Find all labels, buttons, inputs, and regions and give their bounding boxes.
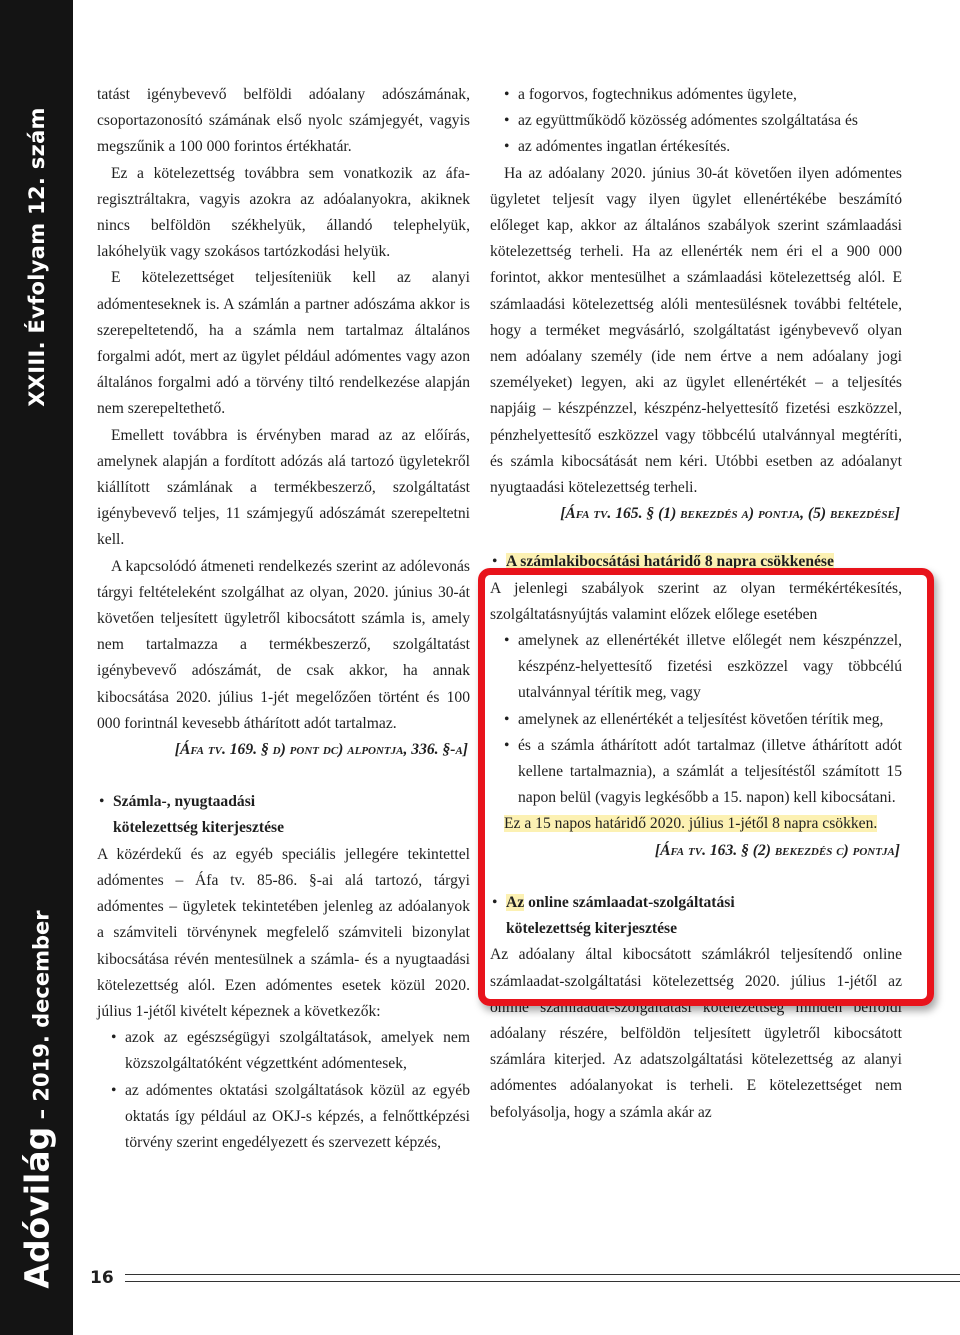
highlighted-paragraph: Ez a 15 napos határidő 2020. július 1-jétől 8 napra csökken. — [504, 815, 878, 833]
list-item: • amelynek az ellenértékét a teljesítést követően térítik meg, — [490, 707, 902, 733]
paragraph: A közérdekű és az egyéb speciális jellegére tekintettel adómentes – Áfa tv. 85-86. §-ai alá tartozó, tárgyi adómentes – ügyletek tekintetében jelenleg az adóalanyok a számviteli törvénynek megfelelő számviteli bizonylat kibocsátása révén mentesülnek a számla- és a nyugtaadási kötelezettség alól. Ezen adómentes esetek közül 2020. július 1-jétől kivételt képeznek a következők: — [97, 845, 470, 1020]
list-item: • amelynek az ellenértékét illetve előlegét nem készpénzzel, készpénz-helyettesítő fizetési eszközzel vagy többcélú utalvánnyal térítik meg, vagy — [490, 628, 902, 707]
bullet-list — [97, 1025, 470, 1156]
brand-date-label — [18, 910, 57, 1288]
highlight-frame — [478, 568, 934, 1006]
brand-name: Adóvilág — [17, 1126, 57, 1289]
footer-rule — [125, 1274, 960, 1275]
list-item: • és a számla áthárított adót tartalmaz (illetve áthárított adót kellene tartalmaznia), a számlát a teljesítéstől számított 15 napon belül (vagyis legkésőbb a 15. napon) kell kibocsátani. — [490, 733, 902, 812]
legal-citation: [Áfa tv. 163. § (2) bekezdés c) pontja] — [654, 841, 900, 859]
highlighted-heading: • A számlakibocsátási határidő 8 napra csökkenése — [490, 549, 902, 575]
paragraph: A jelenlegi szabályok szerint az olyan termékértékesítés, szolgáltatásnyújtás valamint előzek előlege esetében — [490, 579, 902, 623]
list-item: • az együttműködő közösség adómentes szolgáltatása és — [490, 108, 902, 134]
section-heading: • Az online számlaadat-szolgáltatási kötelezettség kiterjesztése — [490, 890, 902, 942]
legal-citation: [Áfa tv. 169. § d) pont dc) alpontja, 336. §-a] — [174, 741, 468, 759]
issue-label: XXIII. Évfolyam 12. szám — [25, 107, 49, 407]
paragraph: E kötelezettséget teljesíteniük kell az alanyi adómenteseknek is. A számlán a partner adószáma akkor is szerepeltetendő, ha a számla nem tartalmaz általános forgalmi adót, mert az ügylet például adómentes vagy azon általános forgalmi adó a törvény tiltó rendelkezése alapján nem szerepeltethető. — [97, 269, 470, 418]
issue-date: – 2019. december — [29, 910, 54, 1127]
section-heading: • Számla-, nyugtaadási kötelezettség kiterjesztése — [97, 789, 470, 841]
paragraph: Emellett továbbra is érvényben marad az az előírás, amelynek alapján a fordított adózás alá tartozó ügyletekről kiállított számlának a termékbeszerző, szolgáltatást igénybevevő teljes, 11 számjegyű adószámát szerepeltetni kell. — [97, 426, 470, 549]
list-item: • az adómentes ingatlan értékesítés. — [490, 134, 902, 160]
paragraph: Az adóalany által kibocsátott számlákról teljesítendő online számlaadat-szolgáltatási kötelezettség 2020. július 1-jétől az online számlaadat-szolgáltatási kötelezettség minden belföldi adóalany részére, belföldön teljesített ügyletről kibocsátott számlára kiterjed. Az adatszolgáltatási kötelezettség az alanyi adómentes adóalanyokat is terheli. E kötelezettséget nem befolyásolja, hogy a számla akár az — [490, 946, 902, 1121]
spine-bar — [0, 0, 73, 1335]
page-number: 16 — [90, 1268, 114, 1288]
list-item: • a fogorvos, fogtechnikus adómentes ügylete, — [490, 82, 902, 108]
footer-rule — [125, 1281, 960, 1282]
list-item: • az adómentes oktatási szolgáltatások közül az egyéb oktatás így például az OKJ-s képzés, a felnőttképzési törvény szerint engedélyezett és szervezett képzés, — [97, 1078, 470, 1157]
paragraph: tatást igénybevevő belföldi adóalany adószámának, csoportazonosító számának első nyolc számjegyét, vagyis megszűnik a 100 000 forintos értékhatár. — [97, 86, 470, 156]
bullet-list — [490, 82, 902, 161]
paragraph: Ha az adóalany 2020. június 30-át követően ilyen adómentes ügyletet teljesít vagy ilyen ügylet ellenértékébe beszámító előleget kap, akkor az általános szabályok szerint számlaadási kötelezettség terheli. Ha az ellenérték nem éri el a 900 000 forintot, akkor mentesülhet a számlaadási kötelezettség alól. E számlaadási kötelezettség alóli mentesülésnek további feltétele, hogy a terméket megvásárló, szolgáltatást igénybevevő olyan nem adóalany személy (ide nem értve a nem adóalany jogi személyeket) legyen, aki az ügylet ellenértékét – a teljesítés napjáig – készpénzzel, készpénz-helyettesítő fizetési eszközzel, pénzhelyettesítő eszközzel vagy többcélú utalvánnyal megtéríti, és számla kibocsátását nem kéri. Utóbbi esetben az adóalanyt nyugtaadási kötelezettség terheli. — [490, 164, 902, 497]
list-item: • azok az egészségügyi szolgáltatások, amelyek nem közszolgáltatóként végzettként adómentesek, — [97, 1025, 470, 1077]
paragraph: A kapcsolódó átmeneti rendelkezés szerint az adólevonás tárgyi feltételeként szolgálhat az olyan, 2020. június 30-át követően teljesített ügyletről kibocsátott számla is, amely nem tartalmazza a termékbeszerző, szolgáltatást igénybevevő adószámát, de csak akkor, ha annak kibocsátása 2020. július 1-jét megelőzően történt és 100 000 forintnál kevesebb áthárított adót tartalmaz. — [97, 557, 470, 732]
legal-citation: [Áfa tv. 165. § (1) bekezdés a) pontja, (5) bekezdése] — [560, 505, 900, 523]
left-column — [97, 82, 470, 1156]
paragraph: Ez a kötelezettség továbbra sem vonatkozik az áfa-regisztráltakra, vagyis azokra az adóalanyokra, akiknek nincs belföldön székhelyük, állandó telephelyük, lakóhelyük vagy szokásos tartózkodási helyük. — [97, 164, 470, 261]
